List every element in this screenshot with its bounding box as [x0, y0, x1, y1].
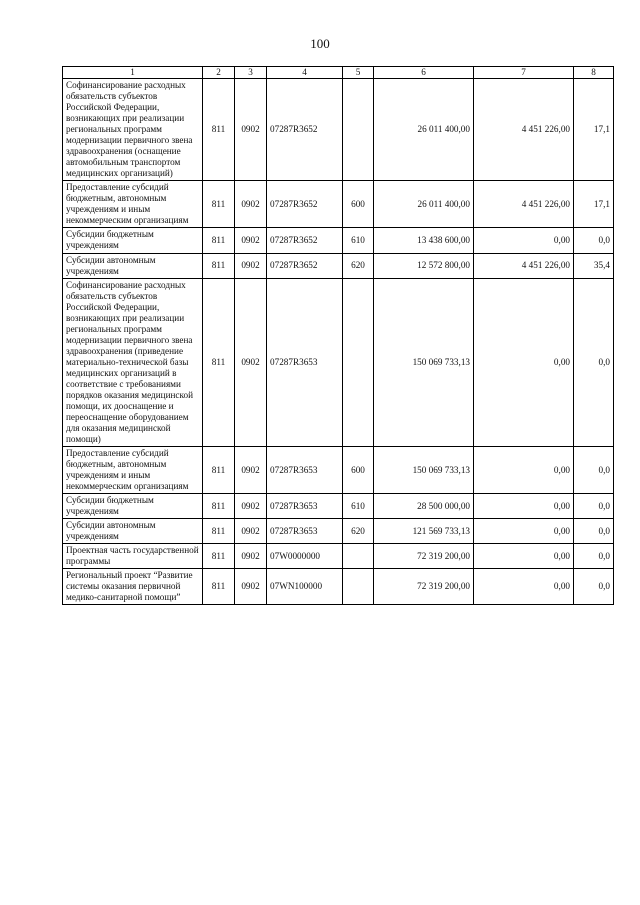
- section-code: 0902: [235, 544, 267, 569]
- ministry-code: 811: [203, 181, 235, 228]
- planned-amount: 72 319 200,00: [374, 569, 474, 605]
- ministry-code: 811: [203, 544, 235, 569]
- row-name: Субсидии бюджетным учреждениям: [63, 494, 203, 519]
- section-code: 0902: [235, 494, 267, 519]
- row-name: Софинансирование расходных обязательств субъектов Российской Федерации, возникающих при реализации региональных программ модернизации первичного звена здравоохранения (оснащение автомобильным транспортом медицинских организаций): [63, 79, 203, 181]
- executed-amount: 0,00: [474, 228, 574, 253]
- table-row: [63, 494, 614, 519]
- target-article: 07287R3653: [267, 278, 343, 446]
- planned-amount: 12 572 800,00: [374, 253, 474, 278]
- budget-table: [62, 66, 614, 605]
- target-article: 07287R3652: [267, 79, 343, 181]
- row-name: Проектная часть государственной программы: [63, 544, 203, 569]
- row-name: Субсидии автономным учреждениям: [63, 253, 203, 278]
- header-cell: 5: [343, 67, 374, 79]
- executed-amount: 0,00: [474, 544, 574, 569]
- section-code: 0902: [235, 569, 267, 605]
- execution-percent: 0,0: [574, 569, 614, 605]
- execution-percent: 0,0: [574, 494, 614, 519]
- executed-amount: 0,00: [474, 278, 574, 446]
- ministry-code: 811: [203, 569, 235, 605]
- ministry-code: 811: [203, 519, 235, 544]
- target-article: 07W0000000: [267, 544, 343, 569]
- ministry-code: 811: [203, 494, 235, 519]
- table-row: [63, 253, 614, 278]
- expense-type: [343, 79, 374, 181]
- execution-percent: 0,0: [574, 278, 614, 446]
- planned-amount: 150 069 733,13: [374, 447, 474, 494]
- target-article: 07287R3652: [267, 228, 343, 253]
- row-name: Региональный проект “Развитие системы оказания первичной медико-санитарной помощи”: [63, 569, 203, 605]
- expense-type: [343, 278, 374, 446]
- section-code: 0902: [235, 181, 267, 228]
- table-row: [63, 519, 614, 544]
- table-row: [63, 447, 614, 494]
- executed-amount: 0,00: [474, 519, 574, 544]
- target-article: 07287R3652: [267, 253, 343, 278]
- execution-percent: 0,0: [574, 228, 614, 253]
- header-cell: 2: [203, 67, 235, 79]
- table-row: [63, 569, 614, 605]
- page-number: 100: [310, 36, 330, 51]
- expense-type: [343, 544, 374, 569]
- executed-amount: 0,00: [474, 447, 574, 494]
- header-cell: 6: [374, 67, 474, 79]
- target-article: 07287R3653: [267, 494, 343, 519]
- execution-percent: 0,0: [574, 544, 614, 569]
- planned-amount: 28 500 000,00: [374, 494, 474, 519]
- executed-amount: 4 451 226,00: [474, 181, 574, 228]
- table-row: [63, 278, 614, 446]
- expense-type: [343, 569, 374, 605]
- header-cell: 1: [63, 67, 203, 79]
- target-article: 07WN100000: [267, 569, 343, 605]
- row-name: Софинансирование расходных обязательств субъектов Российской Федерации, возникающих при реализации региональных программ модернизации первичного звена здравоохранения (приведение материально-технической базы медицинских организаций в соответствие с требованиями порядков оказания медицинской помощи, их дооснащение и переоснащение оборудованием для оказания медицинской помощи): [63, 278, 203, 446]
- executed-amount: 0,00: [474, 494, 574, 519]
- expense-type: 620: [343, 253, 374, 278]
- executed-amount: 4 451 226,00: [474, 253, 574, 278]
- section-code: 0902: [235, 278, 267, 446]
- executed-amount: 4 451 226,00: [474, 79, 574, 181]
- section-code: 0902: [235, 519, 267, 544]
- planned-amount: 150 069 733,13: [374, 278, 474, 446]
- row-name: Субсидии бюджетным учреждениям: [63, 228, 203, 253]
- target-article: 07287R3652: [267, 181, 343, 228]
- ministry-code: 811: [203, 278, 235, 446]
- execution-percent: 35,4: [574, 253, 614, 278]
- planned-amount: 72 319 200,00: [374, 544, 474, 569]
- row-name: Субсидии автономным учреждениям: [63, 519, 203, 544]
- header-cell: 8: [574, 67, 614, 79]
- execution-percent: 0,0: [574, 447, 614, 494]
- table-row: [63, 544, 614, 569]
- expense-type: 610: [343, 494, 374, 519]
- planned-amount: 13 438 600,00: [374, 228, 474, 253]
- section-code: 0902: [235, 79, 267, 181]
- expense-type: 610: [343, 228, 374, 253]
- header-cell: 3: [235, 67, 267, 79]
- section-code: 0902: [235, 447, 267, 494]
- target-article: 07287R3653: [267, 519, 343, 544]
- header-row: [63, 67, 614, 79]
- header-cell: 4: [267, 67, 343, 79]
- ministry-code: 811: [203, 253, 235, 278]
- expense-type: 600: [343, 447, 374, 494]
- ministry-code: 811: [203, 79, 235, 181]
- row-name: Предоставление субсидий бюджетным, автономным учреждениям и иным некоммерческим организациям: [63, 447, 203, 494]
- section-code: 0902: [235, 228, 267, 253]
- planned-amount: 26 011 400,00: [374, 181, 474, 228]
- expense-type: 620: [343, 519, 374, 544]
- executed-amount: 0,00: [474, 569, 574, 605]
- table-row: [63, 79, 614, 181]
- table-row: [63, 181, 614, 228]
- header-cell: 7: [474, 67, 574, 79]
- planned-amount: 121 569 733,13: [374, 519, 474, 544]
- target-article: 07287R3653: [267, 447, 343, 494]
- execution-percent: 17,1: [574, 181, 614, 228]
- execution-percent: 17,1: [574, 79, 614, 181]
- row-name: Предоставление субсидий бюджетным, автономным учреждениям и иным некоммерческим организациям: [63, 181, 203, 228]
- ministry-code: 811: [203, 447, 235, 494]
- planned-amount: 26 011 400,00: [374, 79, 474, 181]
- expense-type: 600: [343, 181, 374, 228]
- execution-percent: 0,0: [574, 519, 614, 544]
- section-code: 0902: [235, 253, 267, 278]
- table-row: [63, 228, 614, 253]
- ministry-code: 811: [203, 228, 235, 253]
